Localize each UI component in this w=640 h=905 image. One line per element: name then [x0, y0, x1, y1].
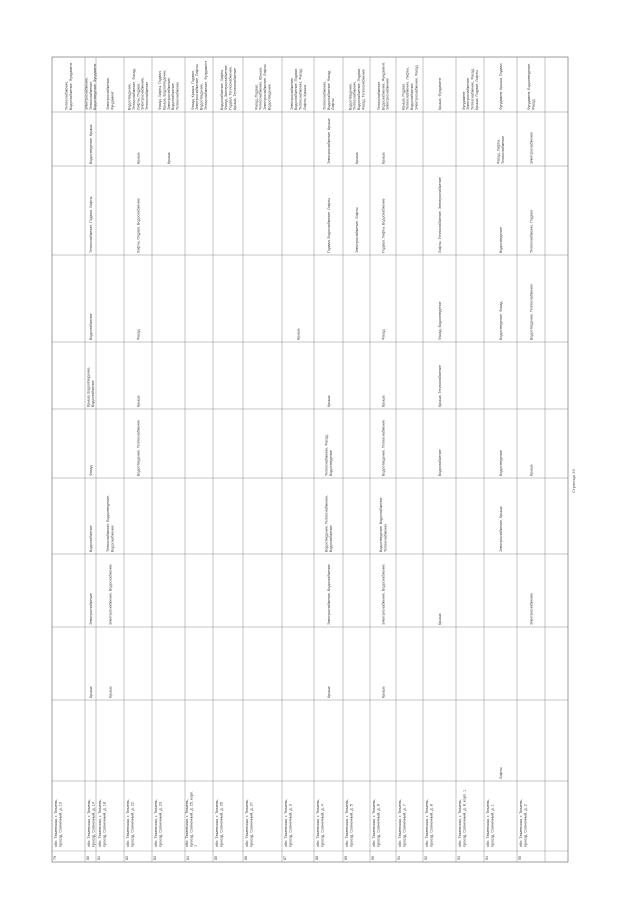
row-cell [497, 136, 505, 164]
row-cell [438, 365, 442, 407]
row-address-line: обл. Тюменская, г. Тюмень, [54, 799, 59, 847]
row-address-line: обл. Тюменская, г. Тюмень, [519, 799, 524, 847]
row-cell-line: Крыша, Водоотведение, [86, 366, 91, 407]
row-cell [529, 464, 533, 476]
row-address-line: проезд. Солнечный, д. 8, корп. 1 [462, 789, 467, 847]
row-cell [438, 77, 442, 110]
row-cell [499, 450, 503, 476]
row-cell-line: Фасад [531, 99, 536, 110]
row-cell-line: Теплоснабжение, Фундамент [203, 61, 208, 110]
row-cell-line: Водоотведение [328, 450, 333, 476]
row-cell-line: Водоотведение, Водоснабжение, [379, 496, 384, 552]
row-cell-line: Теплоснабжение, [377, 80, 381, 110]
row-cell [355, 152, 359, 164]
row-cell-line: Водоотведение, [199, 83, 204, 110]
row-cell-line: Теплоснабжение, Подвал [529, 210, 534, 253]
row-cell-line: Фасад [381, 329, 386, 340]
row-cell-line: Лифты, Теплоснабжение, Электроснабжение [437, 177, 442, 253]
row-cell-line: Водоотведение, [127, 83, 132, 110]
row-address-line: проезд. Солнечный, д. 10 [58, 802, 63, 847]
row-cell-line: Фундамент [110, 91, 115, 110]
row-cell-line: Водоснабжение [90, 380, 95, 407]
row-cell-line: Водоснабжение, Подвал, [294, 67, 299, 110]
row-cell [438, 302, 442, 340]
row-number: 91 [397, 856, 401, 860]
row-cell-line: Крыша [136, 395, 141, 407]
row-cell-line: Крыша [437, 613, 442, 625]
row-cell-line: Фасад, Подвал, [254, 83, 259, 110]
row-cell-line: Фундамент, [461, 90, 466, 110]
row-cell [381, 420, 385, 476]
row-cell-line: Лифты [331, 98, 336, 110]
row-address-line: проезд. Солнечный, д. 3 [288, 804, 293, 847]
row-cell-line: Крыша [108, 686, 113, 698]
row-address-line: проезд. Солнечный, д. 4 [320, 804, 325, 847]
row-address-line: проезд. Солнечный, д. 22 [130, 802, 135, 847]
row-address [245, 799, 253, 847]
row-address [372, 799, 380, 847]
row-address-line: обл. Тюменская, г. Тюмень, [398, 799, 403, 847]
row-cell [89, 686, 93, 698]
row-address [98, 799, 106, 847]
row-cell-line: Электроснабжение, Водоснабжение [326, 564, 331, 625]
row-cell-line: Электроснабжение, Фасад [414, 65, 419, 110]
row-cell [381, 198, 385, 253]
row-address [154, 799, 162, 847]
row-cell-line: Теплоснабжение [500, 135, 505, 164]
row-cell-line: Фасад, Лифты, [496, 138, 501, 164]
row-address-line: проезд. Солнечный, д. 7 [402, 804, 407, 847]
row-cell-line: Фасад, Лифты, Подвал, [158, 70, 163, 110]
row-number: 89 [344, 856, 348, 860]
row-address [345, 799, 353, 847]
row-cell-line: Фасад, Электроснабжение, [224, 64, 229, 110]
row-cell-line: Фасад [88, 465, 93, 476]
row-address-line: проезд. Солнечный, д. 6 [376, 804, 381, 847]
row-cell-line: Крыша [166, 152, 171, 164]
row-number: 82 [125, 856, 129, 860]
row-address-line: обл. Тюменская, г. Тюмень, [98, 799, 103, 847]
row-cell-line: Водоснабжение [110, 525, 115, 552]
row-address-line: обл. Тюменская, г. Тюмень, [126, 799, 131, 847]
row-cell [499, 767, 503, 779]
row-number: 84 [186, 856, 190, 860]
row-address-line: проезд. Солнечный, д. 25, корп. [189, 790, 194, 847]
row-cell [89, 196, 93, 253]
row-address [126, 799, 134, 847]
row-number: 87 [283, 856, 287, 860]
row-cell-line: Электроснабжение, [106, 76, 111, 110]
row-cell-line: Крыша [326, 686, 331, 698]
row-cell [529, 284, 533, 340]
row-cell [499, 301, 503, 340]
row-cell-line: Электроснабжение, [166, 76, 171, 110]
row-cell-line: Водоснабжение [328, 525, 333, 552]
row-address-line: проезд. Солнечный, д. 27 [249, 802, 254, 847]
row-cell-line: Водоснабжение [88, 313, 93, 340]
row-cell-line: Теплоснабжение [175, 81, 180, 110]
row-cell [327, 564, 331, 625]
page-number: Страница 33 [571, 469, 576, 493]
row-cell-line: Водоснабжение, Фундамент [68, 62, 73, 110]
row-cell-line: Крыша [529, 464, 534, 476]
row-cell-line: Водоотведение [498, 227, 503, 253]
row-cell [381, 152, 385, 164]
row-cell-line: Электроснабжение, [84, 76, 89, 110]
row-number: 92 [424, 856, 428, 860]
row-cell-line: Теплоснабжение, Фасад, [132, 68, 136, 110]
row-address-line: проезд. Солнечный, д. 18 [102, 802, 107, 847]
row-number: 86 [244, 856, 248, 860]
row-cell-line: Крыша [88, 686, 93, 698]
row-address-line: проезд. Солнечный, д. 23 [158, 802, 163, 847]
row-cell-line: Водоснабжение, Лифты, [219, 68, 224, 110]
row-cell [355, 207, 359, 253]
row-address-line: обл. Тюменская, г. Тюмень, [345, 799, 350, 847]
row-cell [438, 177, 442, 253]
row-address [486, 799, 494, 847]
row-cell-line: Крыша, Водоотведение, [162, 69, 167, 110]
row-cell-line: Электроснабжение, [140, 76, 145, 110]
row-cell-line: Крыша, Подвал, [401, 82, 406, 110]
row-address [316, 799, 324, 847]
row-cell-line: Фасад, Теплоснабжение [361, 69, 366, 110]
row-cell [438, 449, 442, 476]
row-cell [136, 328, 140, 340]
row-number: 94 [485, 856, 489, 860]
row-cell [499, 227, 503, 253]
row-cell-line: Крыша [381, 395, 386, 407]
row-cell-line: Лифты, Подвал, [136, 82, 141, 110]
row-cell [136, 395, 140, 407]
row-address-line: обл. Тюменская, г. Тюмень, [215, 799, 220, 847]
row-cell-line: Подвал, Лифты, Водоснабжение [381, 198, 386, 253]
row-address-line: обл. Тюменская, г. Тюмень, [458, 799, 463, 847]
row-cell-line: Лифты, Крыша [302, 84, 307, 110]
row-cell-line: Лифты, Подвал, Водоснабжение [136, 198, 141, 253]
row-address-line: проезд. Солнечный, д. 2 [523, 804, 528, 847]
row-number: 79 [53, 856, 57, 860]
row-address [87, 799, 95, 847]
row-cell-line: Водоотведение [267, 84, 272, 110]
row-address [54, 799, 62, 847]
row-cell-line: Электроснабжение, [289, 76, 294, 110]
row-cell-line: Крыша [381, 686, 386, 698]
row-address-line: обл. Тюменская, г. Тюмень, [425, 799, 430, 847]
row-cell [89, 525, 93, 552]
row-cell-line: Электроснабжение [529, 592, 534, 625]
row-cell-line: Водоснабжение [437, 449, 442, 476]
row-cell-line: Теплоснабжение [383, 523, 388, 552]
row-cell-line: Электроснабжение [88, 592, 93, 625]
row-cell-line: Водоотведение [498, 450, 503, 476]
row-address-line: обл. Тюменская, г. Тюмень, [154, 799, 159, 847]
row-cell-line: Теплоснабжение, Лифты, [405, 67, 410, 110]
row-cell-line: Электроснабжение [529, 131, 534, 164]
row-cell-line: Электроснабжение, Крыша [326, 118, 331, 164]
row-cell-line: Крыша, Теплоснабжение [437, 365, 442, 407]
row-cell-line: Теплоснабжение, [322, 80, 327, 110]
row-address-line: обл. Тюменская, г. Тюмень, [185, 799, 189, 847]
row-address [519, 799, 527, 847]
row-cell-line: Теплоснабжение, Фасад, [298, 68, 303, 110]
row-cell-line: Теплоснабжение, [64, 80, 69, 110]
row-cell-line: Электроснабжение, [466, 76, 471, 110]
row-cell [327, 395, 331, 407]
row-cell-line: Крыша, Подвал, Лифты [474, 70, 479, 110]
row-cell-line: Электроснабжение, Крыша [498, 506, 503, 552]
row-cell [529, 593, 533, 625]
row-cell [89, 313, 93, 340]
row-cell-line: Теплоснабжение [144, 81, 149, 110]
row-cell-line: Лифты [498, 767, 503, 779]
row-cell-line: Водоотведение, Теплоснабжение [529, 283, 534, 340]
row-cell [327, 198, 331, 253]
row-cell-line: Подвал, Водоснабжение, Лифты [326, 198, 331, 253]
row-cell [108, 564, 112, 625]
row-cell-line: Теплоснабжение, [352, 80, 357, 110]
row-cell-line: Крыша [326, 395, 331, 407]
row-address-line: обл. Тюменская, г. Тюмень, [486, 799, 491, 847]
row-cell [499, 506, 503, 552]
row-cell-line: Электроснабжение, Водоснабжение [108, 564, 113, 625]
row-address-line: обл. Тюменская, г. Тюмень, [316, 799, 321, 847]
row-address-line: обл. Тюменская, г. Тюмень, [372, 799, 377, 847]
row-cell-line: Подвал, Теплоснабжение, [228, 66, 233, 110]
row-cell-line: Фундамент, Водоотведение, [527, 62, 532, 110]
row-cell [529, 132, 533, 164]
row-cell [89, 125, 93, 164]
row-address-line: проезд. Солнечный, д. 8 [429, 804, 434, 847]
row-cell-line: Теплоснабжение, Водоотведение, [106, 494, 111, 552]
row-address [425, 799, 433, 847]
row-number: 95 [518, 856, 522, 860]
row-address [398, 799, 406, 847]
row-cell-line: Водоснабжение, Фасад, [326, 69, 331, 110]
row-address-line: обл. Тюменская, г. Тюмень, [245, 799, 250, 847]
row-number: 90 [371, 856, 375, 860]
row-cell-line: Электроснабжение, Лифты [354, 207, 359, 253]
row-cell-line: Фундамент, Крыша, Подвал [498, 63, 503, 110]
row-cell-line: Водоснабжение, Фундамент, [381, 62, 386, 110]
row-cell-line: Водоснабжение, [409, 82, 414, 110]
row-cell-line: Теплоснабжение, Подвал, Лифты [88, 196, 93, 253]
row-cell [108, 686, 112, 698]
row-number: 81 [97, 856, 101, 860]
row-cell-line: Водоотведение, Крыша [88, 124, 93, 164]
row-cell-line: Теплоснабжение, Крыша, [258, 67, 263, 110]
row-cell [327, 118, 331, 164]
row-number: 80 [86, 856, 90, 860]
row-cell-line: Водоотведение, [348, 83, 353, 110]
row-cell-line: Крыша, Фундамент [437, 77, 442, 110]
row-cell-line: Фасад, Водоотведение [437, 301, 442, 340]
row-address-line: проезд. Солнечный, д. 14 [91, 802, 96, 847]
row-number: 85 [214, 856, 218, 860]
row-cell-line: Крыша [136, 152, 141, 164]
row-cell [136, 152, 140, 164]
row-cell-line: Водоотведение, Фасад [498, 301, 503, 340]
row-cell-line: Водоснабжение, Подвал, [356, 67, 361, 110]
row-cell [89, 464, 93, 476]
row-address-line: проезд. Солнечный, д. 26 [219, 802, 224, 847]
row-cell [438, 613, 442, 625]
row-cell-line: Водоотведение, Теплоснабжение [381, 419, 386, 476]
row-cell [529, 210, 533, 253]
row-cell-line: Фасад [136, 329, 141, 340]
row-address-line: проезд. Солнечный, д. 5 [349, 804, 354, 847]
row-cell [327, 686, 331, 698]
row-cell [296, 328, 300, 340]
row-cell-line: Водоотведение, Теплоснабжение [136, 419, 141, 476]
row-address [215, 799, 223, 847]
row-cell [136, 420, 140, 476]
row-cell-line: Водоотведение, Фундамент [93, 63, 98, 110]
row-cell-line: Электроснабжение [385, 77, 390, 110]
row-cell-line: Теплоснабжение, Фасад, [324, 434, 329, 476]
row-number: 83 [153, 856, 157, 860]
row-cell [381, 328, 385, 340]
row-cell [381, 686, 385, 698]
row-cell [381, 564, 385, 625]
row-cell-line: Крыша [381, 152, 386, 164]
row-cell-line: Теплоснабжение, Фасад, [470, 68, 475, 110]
page-footer [567, 455, 579, 495]
row-address-line: 1 [193, 844, 198, 847]
row-cell [167, 152, 171, 164]
row-cell-line: Электроснабжение, Лифты, [262, 63, 267, 110]
row-cell-line: Крыша [296, 328, 301, 340]
row-cell-line: Фасад, Крыша, Подвал, [190, 70, 195, 110]
row-cell-line: Водоотведение, Теплоснабжение, [324, 494, 329, 552]
row-address [284, 799, 292, 847]
row-cell-line: Крыша [354, 152, 359, 164]
row-cell-line: Водоснабжение, [171, 82, 176, 110]
row-cell [89, 593, 93, 625]
row-cell [499, 64, 503, 110]
row-cell-line: Электроснабжение, Лифты, [195, 63, 200, 110]
row-number: 88 [315, 856, 319, 860]
row-address-line: проезд. Солнечный, д. 1 [490, 804, 495, 847]
row-cell-line: Водоснабжение [88, 525, 93, 552]
row-cell [381, 395, 385, 407]
row-cell [136, 198, 140, 253]
row-address-line: обл. Тюменская, г. Тюмень, [284, 799, 289, 847]
row-number: 93 [457, 856, 461, 860]
row-cell-line: Теплоснабжение, [88, 80, 93, 110]
row-cell-line: Электроснабжение, Водоснабжение [381, 564, 386, 625]
row-cell-line: Крыша, Теплоснабжение [232, 68, 237, 110]
row-address-line: обл. Тюменская, г. Тюмень, [87, 799, 92, 847]
row-cell [220, 64, 237, 110]
